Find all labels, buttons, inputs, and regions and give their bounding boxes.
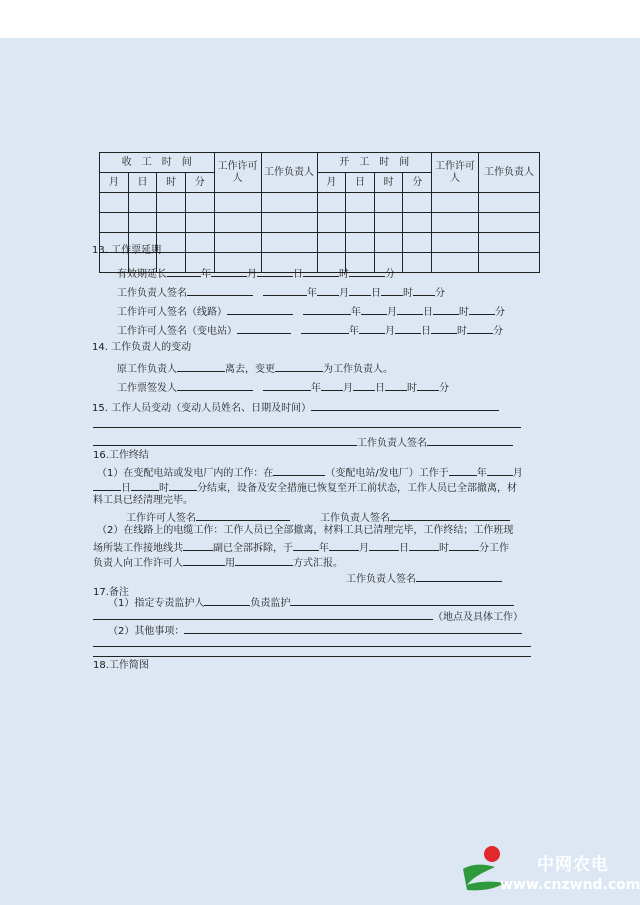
unit-month: 月 xyxy=(247,269,257,280)
unit-minute: 分 xyxy=(435,288,445,299)
termination-cable-text: 负责人向工作许可人 xyxy=(93,558,183,569)
termination-station-line-3: 料工具已经清理完毕。 xyxy=(93,495,193,506)
termination-station-line-1 xyxy=(97,465,523,480)
leader-change-line xyxy=(117,361,393,376)
table-cell[interactable] xyxy=(214,193,261,213)
unit-month: 月 xyxy=(512,468,523,479)
section-18-title: 18.工作简图 xyxy=(93,660,149,671)
table-cell[interactable] xyxy=(261,213,317,233)
hour-field[interactable] xyxy=(433,304,459,315)
termination-cable-sign-line xyxy=(346,571,502,586)
unit-day: 日 xyxy=(371,288,381,299)
leader-sign-label: 工作负责人签名 xyxy=(320,513,390,524)
permit-person-header: 工作许可人 xyxy=(214,153,261,193)
other-field[interactable] xyxy=(184,623,522,634)
stop-time-header: 收 工 时 间 xyxy=(100,153,215,173)
permit-person-field[interactable] xyxy=(183,555,225,566)
unit-minute: 分 xyxy=(479,543,489,554)
minute-field[interactable] xyxy=(417,380,439,391)
table-cell[interactable] xyxy=(317,213,346,233)
month-field[interactable] xyxy=(487,465,513,476)
unit-month: 月 xyxy=(343,383,353,394)
permit-line-label: 工作许可人签名（线路） xyxy=(117,307,227,318)
minute-header: 分 xyxy=(403,173,432,193)
table-cell[interactable] xyxy=(100,213,129,233)
month-field[interactable] xyxy=(329,540,359,551)
unit-minute: 分 xyxy=(439,383,449,394)
ground-wire-count-field[interactable] xyxy=(183,540,213,551)
minute-field[interactable] xyxy=(449,540,479,551)
table-cell[interactable] xyxy=(479,233,540,253)
month-field[interactable] xyxy=(317,285,339,296)
section-15-line xyxy=(92,400,499,415)
section-17-title: 17.备注 xyxy=(93,587,129,598)
other-label: （2）其他事项： xyxy=(108,626,185,637)
section-15-sign-line xyxy=(93,435,513,450)
unit-day: 日 xyxy=(423,307,433,318)
table-cell[interactable] xyxy=(432,193,479,213)
leader-sign-line xyxy=(117,285,445,300)
work-time-table xyxy=(99,152,540,273)
table-cell[interactable] xyxy=(128,193,157,213)
leader-sign-label: 工作负责人签名 xyxy=(117,288,187,299)
table-cell[interactable] xyxy=(479,253,540,273)
leader-sign-label: 工作负责人签名 xyxy=(357,438,427,449)
section-16-title: 16.工作终结 xyxy=(93,450,149,461)
extend-line xyxy=(117,266,395,281)
unit-month: 月 xyxy=(387,307,397,318)
remark-guardian-line xyxy=(108,595,514,610)
as-leader-label: 为工作负责人。 xyxy=(323,364,393,375)
year-field[interactable] xyxy=(301,323,349,334)
year-field[interactable] xyxy=(263,285,307,296)
guardian-label: （1）指定专责监护人 xyxy=(108,598,205,609)
unit-minute: 分 xyxy=(493,326,503,337)
watermark-url: www.cnzwnd.com xyxy=(500,877,640,893)
year-field[interactable] xyxy=(263,380,311,391)
hour-field[interactable] xyxy=(381,285,403,296)
unit-year: 年 xyxy=(476,468,487,479)
unit-day: 日 xyxy=(399,543,409,554)
unit-day: 日 xyxy=(375,383,385,394)
extend-label: 有效期延长 xyxy=(117,269,167,280)
personnel-change-field[interactable] xyxy=(93,435,357,446)
minute-field[interactable] xyxy=(169,480,197,491)
termination-cable-text: 副已全部拆除，于 xyxy=(213,543,293,554)
unit-hour: 时 xyxy=(159,483,169,494)
termination-station-line-2 xyxy=(93,480,517,495)
table-cell[interactable] xyxy=(374,213,403,233)
termination-cable-text: 场所装工作接地线共 xyxy=(93,543,183,554)
remark-other-line xyxy=(108,623,522,638)
unit-hour: 时 xyxy=(407,383,417,394)
watermark-brand: 中网农电 xyxy=(537,855,609,875)
unit-year: 年 xyxy=(307,288,317,299)
termination-cable-text: 用 xyxy=(225,558,235,569)
day-field[interactable] xyxy=(353,380,375,391)
termination-cable-text: 方式汇报。 xyxy=(293,558,343,569)
termination-cable-line-2: 场所装工作接地线共 副已全部拆除，于 年 月 日 时 分工作 xyxy=(93,540,509,557)
unit-year: 年 xyxy=(351,307,361,318)
unit-hour: 时 xyxy=(457,326,467,337)
supervise-label: 负责监护 xyxy=(250,598,291,609)
section-13-title: 13. 工作票延期 xyxy=(92,245,162,256)
table-cell[interactable] xyxy=(346,213,375,233)
unit-year: 年 xyxy=(319,543,329,554)
report-method-field[interactable] xyxy=(235,555,293,566)
minute-field[interactable] xyxy=(349,266,385,277)
leader-header: 工作负责人 xyxy=(479,153,540,193)
guardian-field[interactable] xyxy=(204,595,250,606)
table-cell[interactable] xyxy=(185,233,214,253)
unit-hour: 时 xyxy=(439,543,449,554)
table-cell[interactable] xyxy=(261,193,317,213)
signature-field[interactable] xyxy=(427,435,513,446)
signature-field[interactable] xyxy=(196,510,290,521)
table-cell[interactable] xyxy=(185,213,214,233)
permit-line-sign-line xyxy=(117,304,505,319)
termination-station-text: 分结束，设备及安全措施已恢复至开工前状态，工作人员已全部撤离，材 xyxy=(197,483,517,494)
start-time-header: 开 工 时 间 xyxy=(317,153,432,173)
other-line[interactable] xyxy=(93,656,531,657)
table-cell[interactable] xyxy=(100,193,129,213)
termination-station-text: （1）在变配电站或发电厂内的工作：在 xyxy=(97,468,274,479)
table-cell[interactable] xyxy=(317,233,346,253)
original-leader-label: 原工作负责人 xyxy=(117,364,177,375)
termination-sign-line xyxy=(126,510,510,525)
station-field[interactable] xyxy=(273,465,325,476)
table-cell[interactable] xyxy=(157,193,186,213)
unit-year: 年 xyxy=(311,383,321,394)
leader-header: 工作负责人 xyxy=(261,153,317,193)
hour-field[interactable] xyxy=(409,540,439,551)
section-14-title: 14. 工作负责人的变动 xyxy=(92,342,192,353)
supervise-field[interactable] xyxy=(290,595,514,606)
month-field[interactable] xyxy=(211,266,247,277)
day-header: 日 xyxy=(128,173,157,193)
day-header: 日 xyxy=(346,173,375,193)
day-field[interactable] xyxy=(395,323,421,334)
month-field[interactable] xyxy=(361,304,387,315)
termination-cable-line-1: （2）在线路上的电缆工作：工作人员已全部撤离，材料工具已清理完毕，工作终结；工作班现 xyxy=(97,525,514,536)
supervise-field[interactable] xyxy=(93,609,433,620)
permit-station-label: 工作许可人签名（变电站） xyxy=(117,326,237,337)
minute-field[interactable] xyxy=(467,323,493,334)
termination-station-text: （变配电站/发电厂）工作于 xyxy=(325,468,449,479)
unit-day: 日 xyxy=(293,269,303,280)
issuer-label: 工作票签发人 xyxy=(117,383,177,394)
table-cell[interactable] xyxy=(403,253,432,273)
minute-field[interactable] xyxy=(469,304,495,315)
personnel-change-field[interactable] xyxy=(311,400,499,411)
hour-header: 时 xyxy=(374,173,403,193)
table-cell[interactable] xyxy=(214,233,261,253)
table-cell[interactable] xyxy=(403,193,432,213)
table-cell[interactable] xyxy=(214,213,261,233)
form-page xyxy=(0,38,640,905)
original-leader-field[interactable] xyxy=(177,361,225,372)
table-cell[interactable] xyxy=(432,253,479,273)
signature-field[interactable] xyxy=(390,510,510,521)
unit-hour: 时 xyxy=(403,288,413,299)
other-line[interactable] xyxy=(93,646,531,647)
unit-year: 年 xyxy=(349,326,359,337)
termination-cable-line-3 xyxy=(93,555,343,570)
minute-header: 分 xyxy=(185,173,214,193)
table-cell[interactable] xyxy=(317,193,346,213)
unit-day: 日 xyxy=(121,483,131,494)
year-field[interactable] xyxy=(293,540,319,551)
section-15-title: 15. 工作人员变动（变动人员姓名、日期及时间） xyxy=(92,403,312,414)
year-field[interactable] xyxy=(167,266,201,277)
personnel-change-line[interactable] xyxy=(93,427,521,428)
signature-field[interactable] xyxy=(177,380,253,391)
table-row xyxy=(100,193,540,213)
unit-year: 年 xyxy=(201,269,211,280)
table-row xyxy=(100,213,540,233)
unit-minute: 分 xyxy=(495,307,505,318)
remark-location-line xyxy=(93,609,523,624)
month-field[interactable] xyxy=(321,380,343,391)
leader-sign-label: 工作负责人签名 xyxy=(346,574,416,585)
day-field[interactable] xyxy=(93,480,121,491)
year-field[interactable] xyxy=(449,465,477,476)
signature-field[interactable] xyxy=(416,571,502,582)
month-header: 月 xyxy=(317,173,346,193)
table-cell[interactable] xyxy=(374,233,403,253)
day-field[interactable] xyxy=(349,285,371,296)
unit-day: 日 xyxy=(421,326,431,337)
hour-header: 时 xyxy=(157,173,186,193)
unit-minute: 分 xyxy=(385,269,395,280)
table-cell[interactable] xyxy=(157,213,186,233)
year-field[interactable] xyxy=(303,304,351,315)
table-cell[interactable] xyxy=(479,213,540,233)
table-cell[interactable] xyxy=(261,233,317,253)
unit-hour: 时 xyxy=(339,269,349,280)
hour-field[interactable] xyxy=(385,380,407,391)
hour-field[interactable] xyxy=(131,480,159,491)
hour-field[interactable] xyxy=(431,323,457,334)
day-field[interactable] xyxy=(397,304,423,315)
unit-hour: 时 xyxy=(459,307,469,318)
minute-field[interactable] xyxy=(413,285,435,296)
day-field[interactable] xyxy=(257,266,293,277)
location-label: （地点及具体工作） xyxy=(433,612,523,623)
signature-field[interactable] xyxy=(187,285,253,296)
table-cell[interactable] xyxy=(432,213,479,233)
new-leader-field[interactable] xyxy=(275,361,323,372)
table-cell[interactable] xyxy=(403,233,432,253)
hour-field[interactable] xyxy=(303,266,339,277)
table-row xyxy=(100,233,540,253)
table-cell[interactable] xyxy=(185,193,214,213)
permit-sign-label: 工作许可人签名 xyxy=(126,513,196,524)
month-header: 月 xyxy=(100,173,129,193)
table-cell[interactable] xyxy=(432,233,479,253)
signature-field[interactable] xyxy=(227,304,293,315)
table-cell[interactable] xyxy=(346,193,375,213)
permit-station-sign-line xyxy=(117,323,503,338)
day-field[interactable] xyxy=(369,540,399,551)
table-cell[interactable] xyxy=(403,213,432,233)
issuer-sign-line xyxy=(117,380,449,395)
leave-label: 离去，变更 xyxy=(225,364,275,375)
permit-person-header: 工作许可人 xyxy=(432,153,479,193)
table-cell[interactable] xyxy=(346,233,375,253)
table-cell[interactable] xyxy=(374,193,403,213)
table-cell[interactable] xyxy=(479,193,540,213)
table-cell[interactable] xyxy=(128,213,157,233)
unit-month: 月 xyxy=(359,543,369,554)
unit-month: 月 xyxy=(385,326,395,337)
month-field[interactable] xyxy=(359,323,385,334)
signature-field[interactable] xyxy=(237,323,291,334)
unit-month: 月 xyxy=(339,288,349,299)
